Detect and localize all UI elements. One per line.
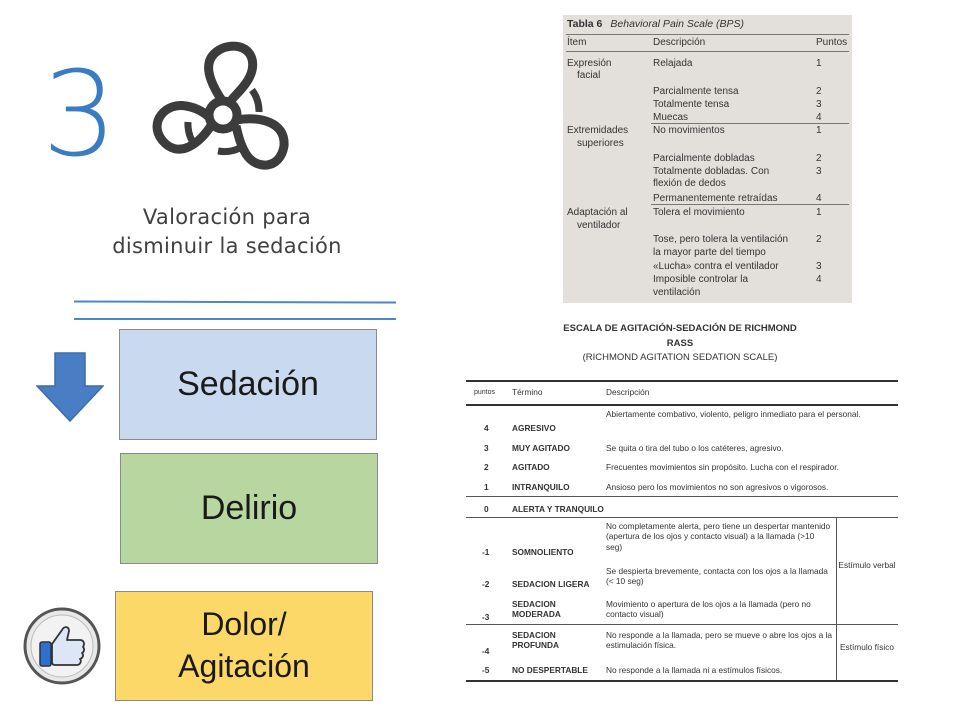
rass-row-pts: 3: [484, 443, 489, 453]
bps-row-pts: 1: [816, 58, 822, 69]
bps-row-pts: 3: [816, 166, 822, 177]
delirio-label: Delirio: [200, 489, 298, 527]
bps-caption: [567, 18, 744, 30]
rass-row-desc: No completamente alerta, pero tiene un despertar mantenido (apertura de los ojos y contacto visual) a la llamada (>10 seg): [606, 521, 831, 552]
bps-header-item: Ítem: [567, 37, 587, 48]
bps-row-desc: Tose, pero tolera la ventilación: [653, 234, 789, 245]
rass-row-pts: 1: [484, 482, 489, 492]
bps-item: Extremidades: [567, 125, 629, 136]
rass-header-desc: Descripción: [606, 387, 650, 397]
subtitle: Valoración para disminuir la sedación: [112, 205, 342, 259]
bps-row-pts: 1: [816, 207, 822, 218]
bps-row-pts: 4: [816, 193, 822, 204]
rass-row-desc: Se quita o tira del tubo o los catéteres, agresivo.: [606, 443, 784, 453]
rass-row-term: NO DESPERTABLE: [512, 665, 588, 675]
bps-row-desc: la mayor parte del tiempo: [653, 247, 766, 258]
bps-row-pts: 4: [816, 274, 822, 285]
step-number: 3: [42, 45, 118, 183]
bps-row-desc: «Lucha» contra el ventilador: [653, 261, 779, 272]
rass-table: [466, 380, 898, 682]
divider-line: [74, 300, 396, 303]
rass-row-pts: 4: [484, 423, 489, 433]
bps-row-desc: Totalmente dobladas. Con: [653, 166, 770, 177]
bps-item: superiores: [577, 138, 624, 149]
bps-row-pts: 4: [816, 112, 822, 123]
rass-header-term: Término: [512, 387, 543, 397]
sedacion-label: Sedación: [177, 365, 319, 403]
rass-row-pts: -5: [482, 665, 490, 675]
rass-row-pts: 2: [484, 462, 489, 472]
rass-row-pts: -1: [482, 547, 490, 557]
rass-row-desc: No responde a la llamada ni a estímulos físicos.: [606, 665, 783, 675]
bps-item: Expresión: [567, 58, 612, 69]
bps-header-pts: Puntos: [816, 37, 848, 48]
rass-row-term: AGRESIVO: [512, 423, 556, 433]
bps-item: ventilador: [577, 220, 621, 231]
bps-table-label: Tabla 6: [567, 18, 603, 30]
rass-row-desc: Abiertamente combativo, violento, peligro inmediato para el personal.: [606, 409, 861, 419]
bps-row-pts: 3: [816, 261, 822, 272]
rass-row-term: SEDACION PROFUNDA: [512, 630, 560, 651]
ventilator-fan-icon: [148, 40, 298, 190]
rass-row-term: MUY AGITADO: [512, 443, 570, 453]
divider-line: [74, 318, 396, 320]
rass-row-pts: -3: [482, 612, 490, 622]
bps-row-desc: No movimientos: [653, 125, 725, 136]
rass-row-term: AGITADO: [512, 462, 550, 472]
bps-row-pts: 2: [816, 234, 822, 245]
rass-row-desc: No responde a la llamada, pero se mueve o abre los ojos a la estimulación física.: [606, 630, 832, 651]
bps-row-pts: 3: [816, 99, 822, 110]
rass-row-pts: 0: [484, 504, 489, 514]
bps-row-desc: Permanentemente retraídas: [653, 193, 778, 204]
stimulus-verbal: Estímulo verbal: [838, 560, 896, 570]
rass-title-line3: (RICHMOND AGITATION SEDATION SCALE): [582, 352, 778, 364]
rass-row-pts: -2: [482, 579, 490, 589]
rass-row-desc: Frecuentes movimientos sin propósito. Lucha con el respirador.: [606, 462, 839, 472]
bps-item: facial: [577, 70, 601, 81]
bps-row-pts: 1: [816, 125, 822, 136]
arrow-down-icon: [36, 352, 104, 422]
rass-row-desc: Se despierta brevemente, contacta con los ojos a la llamada (< 10 seg): [606, 566, 828, 587]
rass-row-term: ALERTA Y TRANQUILO: [512, 504, 604, 514]
bps-row-desc: Parcialmente tensa: [653, 86, 739, 97]
bps-row-desc: ventilación: [653, 287, 701, 298]
rass-row-pts: -4: [482, 646, 490, 656]
bps-row-pts: 2: [816, 86, 822, 97]
bps-row-pts: 2: [816, 153, 822, 164]
bps-header-desc: Descripción: [653, 37, 706, 48]
sedacion-box: [119, 329, 377, 440]
dolor-agitacion-box: [115, 591, 373, 701]
rass-row-desc: Ansioso pero los movimientos no son agresivos o vigorosos.: [606, 482, 829, 492]
bps-title: Behavioral Pain Scale (BPS): [610, 18, 745, 30]
rass-row-term: INTRANQUILO: [512, 482, 570, 492]
delirio-box: [120, 453, 378, 564]
rass-title-line1: ESCALA DE AGITACIÓN-SEDACIÓN DE RICHMOND: [563, 323, 797, 334]
stimulus-fisico: Estímulo físico: [840, 642, 894, 652]
bps-item: Adaptación al: [567, 207, 628, 218]
rass-title: [500, 322, 860, 366]
thumbs-up-icon: [22, 606, 102, 686]
bps-table: [563, 15, 852, 303]
rass-row-desc: Movimiento o apertura de los ojos a la llamada (pero no contacto visual): [606, 599, 811, 620]
rass-header-pts: puntos: [474, 389, 496, 396]
rass-row-term: SEDACION MODERADA: [512, 599, 561, 620]
bps-row-desc: Parcialmente dobladas: [653, 153, 755, 164]
agitacion-label: Agitación: [178, 648, 310, 684]
bps-row-desc: Imposible controlar la: [653, 274, 749, 285]
bps-row-desc: Muecas: [653, 112, 689, 123]
rass-row-term: SOMNOLIENTO: [512, 547, 574, 557]
dolor-label: Dolor/: [201, 606, 287, 643]
rass-row-term: SEDACION LIGERA: [512, 579, 590, 589]
bps-row-desc: flexión de dedos: [653, 178, 726, 189]
bps-row-desc: Totalmente tensa: [653, 99, 730, 110]
rass-title-line2: RASS: [666, 337, 694, 349]
bps-row-desc: Relajada: [653, 58, 693, 69]
bps-row-desc: Tolera el movimiento: [653, 207, 745, 218]
